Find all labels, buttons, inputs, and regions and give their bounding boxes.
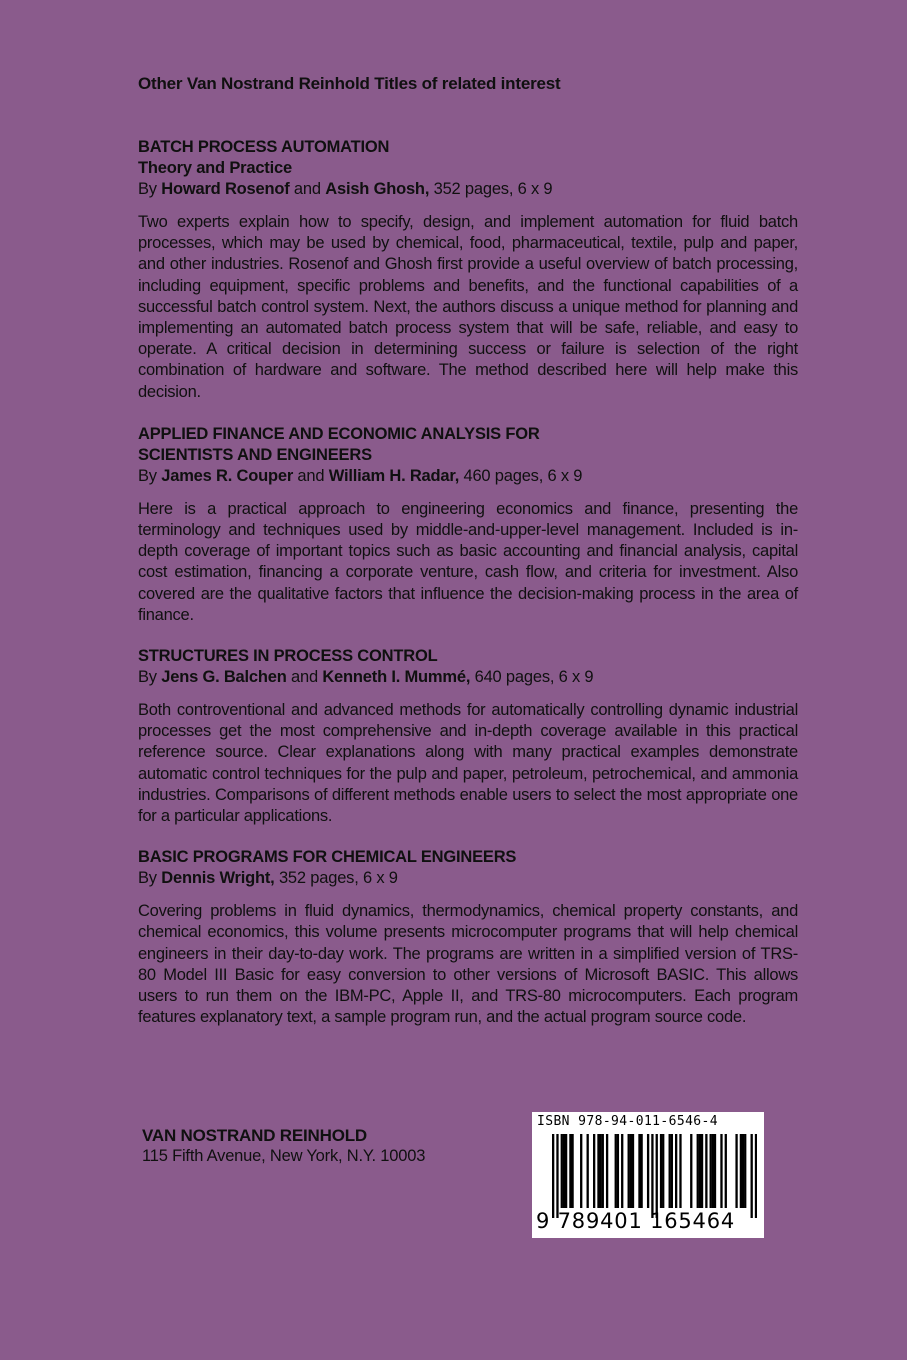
barcode-bar [563,1134,565,1208]
publisher-address: 115 Fifth Avenue, New York, N.Y. 10003 [142,1147,426,1165]
barcode-bar [638,1134,640,1208]
barcode-bar [742,1134,744,1208]
book-title: BATCH PROCESS AUTOMATION [138,138,390,156]
book-title: APPLIED FINANCE AND ECONOMIC ANALYSIS FOR SCIENTISTS AND ENGINEERS [138,424,540,464]
barcode-bar [597,1134,599,1208]
barcode-bar [697,1134,699,1208]
barcode-bar [720,1134,722,1208]
barcode-bars [552,1134,757,1218]
book-description: Two experts explain how to specify, design, and implement automation for fluid batch processes, which may be used by chemical, food, pharmaceutical, textile, pulp and paper, and other industries. Rosenof and Ghosh first provide a useful overview of batch processing, including equipment, specific problems and benefits, and the functional capabilities of a successful batch control system. Next, the authors discuss a unique method for planning and implementing an automated batch process system that will be safe, reliable, and easy to operate. A critical decision in determining success or failure is selection of the right combination of hardware and software. The method described here will help make this decision. [138,213,798,401]
book-description: Here is a practical approach to engineering economics and finance, presenting the terminology and techniques used by middle-and-upper-level management. Included is in-depth coverage of important topics such as basic accounting and financial analysis, capital cost estimation, financing a corporate venture, cash flow, and criteria for investment. Also covered are the qualitative factors that influence the decision-making process in the area of finance. [138,499,798,624]
back-cover-content [138,74,798,1028]
barcode-bar [571,1134,573,1208]
barcode-bar [735,1134,737,1208]
barcode-bar [587,1134,589,1208]
barcode-bar [660,1134,662,1208]
barcode-bar [617,1134,619,1208]
book-details: 352 pages, 6 x 9 [274,869,398,888]
author-name: Howard Rosenof [161,180,290,198]
book-byline [138,868,798,889]
book-details: 460 pages, 6 x 9 [459,466,583,485]
and-text: and [286,668,323,687]
publisher-name: VAN NOSTRAND REINHOLD [142,1126,367,1145]
barcode-bar [725,1134,727,1208]
author-name: Jens G. Balchen [161,668,287,687]
barcode-bar [552,1134,554,1218]
barcode-bar [561,1134,563,1208]
book-details: 352 pages, 6 x 9 [429,180,553,198]
barcode-bar [701,1134,703,1208]
barcode-bar [628,1134,630,1208]
section-header: Other Van Nostrand Reinhold Titles of related interest [138,74,561,93]
barcode-bar [615,1134,617,1208]
barcode-bar [651,1134,653,1218]
and-text: and [289,180,326,198]
book-title: STRUCTURES IN PROCESS CONTROL [138,647,438,666]
barcode-bar [647,1134,649,1208]
barcode-bar [593,1134,595,1208]
book-entry-structures [138,646,798,827]
barcode-bar [640,1134,642,1208]
isbn-barcode [532,1112,764,1238]
author-name: Kenneth I. Mummé, [322,668,471,687]
barcode-bar [602,1134,604,1208]
isbn-label: ISBN 978-94-011-6546-4 [537,1114,718,1129]
barcode-bar [675,1134,677,1208]
barcode-bar [671,1134,673,1208]
barcode-bar [690,1134,692,1208]
barcode-bar [751,1134,753,1218]
publisher-block [142,1125,425,1167]
book-description: Covering problems in fluid dynamics, thermodynamics, chemical property constants, and chemical economics, this volume presents microcomputer programs that will help chemical engineers in their day-to-day work. The programs are written in a simplified version of TRS-80 Model III Basic for easy conversion to other versions of Microsoft BASIC. This allows users to run them on the IBM-PC, Apple II, and TRS-80 microcomputers. Each program features explanatory text, a sample program run, and the actual program source code. [138,902,798,1027]
barcode-bar [662,1134,664,1208]
book-byline [138,667,798,688]
book-details: 640 pages, 6 x 9 [470,668,594,687]
barcode-bar [656,1134,658,1218]
book-subtitle: Theory and Practice [138,159,292,177]
barcode-bar [710,1134,712,1208]
barcode-bar [565,1134,567,1208]
book-description: Both controventional and advanced methods for automatically controlling dynamic industrial processes get the most comprehensive and in-depth coverage available in this practical reference source. Clear explanations along with many practical examples demonstrate automatic control techniques for the pulp and paper, petroleum, petrochemical, and ammonia industries. Comparisons of different methods enable users to select the most appropriate one for a particular applications. [138,701,798,826]
book-entry-applied-finance [138,424,798,626]
and-text: and [293,466,329,485]
barcode-bar [712,1134,714,1208]
by-text: By [138,180,162,198]
barcode-bar [705,1134,707,1208]
barcode-bar [606,1134,608,1208]
author-name: William H. Radar, [328,466,460,485]
ean-digits: 9 789401 165464 [536,1209,736,1233]
barcode-bar [699,1134,701,1208]
author-name: James R. Couper [161,466,294,485]
barcode-bar [569,1134,571,1208]
barcode-bar [714,1134,716,1208]
barcode-bar [740,1134,742,1208]
barcode-bar [632,1134,634,1208]
barcode-bar [556,1134,558,1218]
book-title: BASIC PROGRAMS FOR CHEMICAL ENGINEERS [138,848,517,867]
book-byline [138,179,798,200]
barcode-bar [669,1134,671,1208]
barcode-bar [679,1134,681,1208]
by-text: By [138,466,162,485]
book-entry-basic-programs [138,847,798,1028]
author-name: Dennis Wright, [161,869,275,888]
barcode-bar [580,1134,582,1208]
barcode-bar [744,1134,746,1208]
by-text: By [138,869,162,888]
author-name: Asish Ghosh, [325,180,430,198]
barcode-bar [630,1134,632,1208]
book-byline [138,466,798,487]
barcode-bar [755,1134,757,1218]
barcode-bar [599,1134,601,1208]
by-text: By [138,668,162,687]
book-entry-batch-process [138,137,798,403]
barcode-bar [621,1134,623,1208]
